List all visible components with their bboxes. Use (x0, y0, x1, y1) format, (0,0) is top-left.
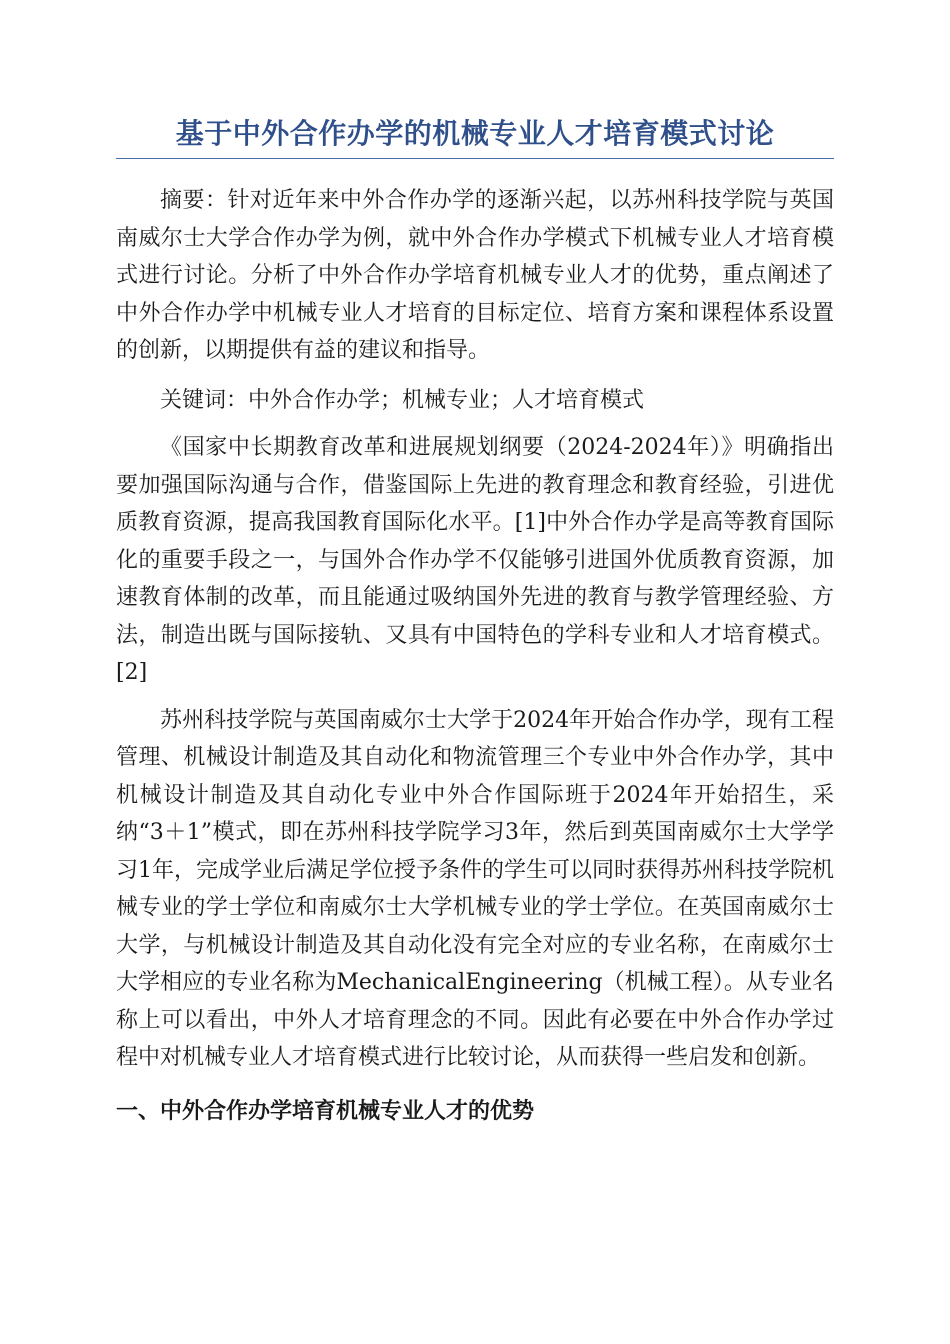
abstract-paragraph: 摘要：针对近年来中外合作办学的逐渐兴起，以苏州科技学院与英国南威尔士大学合作办学为例，就中外合作办学模式下机械专业人才培育模式进行讨论。分析了中外合作办学培育机械专业人才的优势，重点阐述了中外合作办学中机械专业人才培育的目标定位、培育方案和课程体系设置的创新，以期提供有益的建议和指导。 (116, 188, 834, 363)
body-paragraph-2: 苏州科技学院与英国南威尔士大学于2024年开始合作办学，现有工程管理、机械设计制造及其自动化和物流管理三个专业中外合作办学，其中机械设计制造及其自动化专业中外合作国际班于2024年开始招生，采纳“3＋1”模式，即在苏州科技学院学习3年，然后到英国南威尔士大学学习1年，完成学业后满足学位授予条件的学生可以同时获得苏州科技学院机械专业的学士学位和南威尔士大学机械专业的学士学位。在英国南威尔士大学，与机械设计制造及其自动化没有完全对应的专业名称，在南威尔士大学相应的专业名称为MechanicalEngineering（机械工程）。从专业名称上可以看出，中外人才培育理念的不同。因此有必要在中外合作办学过程中对机械专业人才培育模式进行比较讨论，从而获得一些启发和创新。 (116, 707, 834, 1070)
body-paragraph-1: 《国家中长期教育改革和进展规划纲要（2024-2024年）》明确指出要加强国际沟通与合作，借鉴国际上先进的教育理念和教育经验，引进优质教育资源，提高我国教育国际化水平。[1]中外合作办学是高等教育国际化的重要手段之一，与国外合作办学不仅能够引进国外优质教育资源，加速教育体制的改革，而且能通过吸纳国外先进的教育与教学管理经验、方法，制造出既与国际接轨、又具有中国特色的学科专业和人才培育模式。[2] (116, 435, 834, 685)
section-heading: 一、中外合作办学培育机械专业人才的优势 (116, 1098, 535, 1124)
document-page (116, 0, 834, 1130)
document-title: 基于中外合作办学的机械专业人才培育模式讨论 (116, 114, 834, 159)
keywords-paragraph: 关键词：中外合作办学；机械专业；人才培育模式 (160, 387, 645, 413)
